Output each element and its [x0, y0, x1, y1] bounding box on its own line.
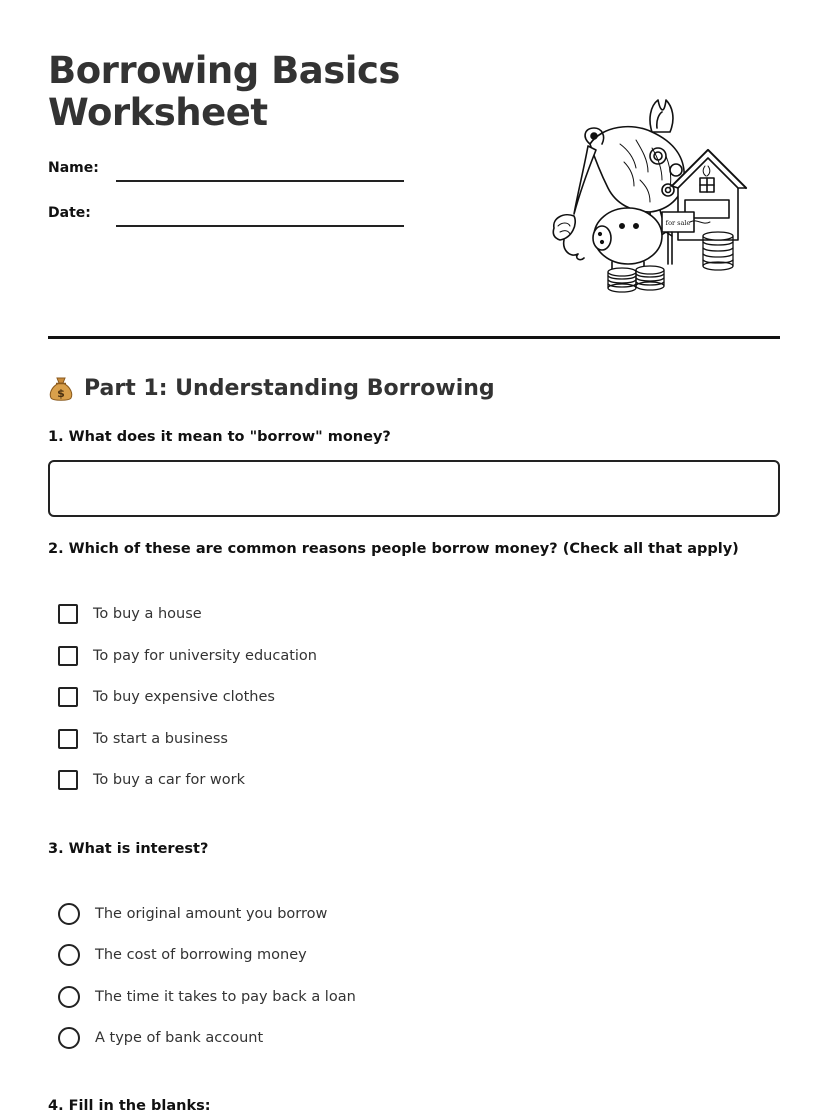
question-1-answer-box[interactable]	[48, 460, 780, 517]
question-4: 4. Fill in the blanks:	[48, 1098, 211, 1114]
title-line-1: Borrowing Basics	[48, 49, 400, 92]
q3-option-bank-account[interactable]	[58, 1026, 263, 1050]
q3-option-time-to-pay[interactable]	[58, 985, 356, 1009]
question-3: 3. What is interest?	[48, 841, 209, 857]
radio-button[interactable]	[58, 1027, 80, 1049]
option-label: To buy a car for work	[93, 772, 246, 788]
checkbox[interactable]	[58, 729, 78, 749]
title-line-2: Worksheet	[48, 91, 268, 134]
option-label: A type of bank account	[95, 1030, 264, 1046]
option-label: To buy expensive clothes	[93, 689, 275, 705]
radio-button[interactable]	[58, 903, 80, 925]
option-label: The original amount you borrow	[95, 906, 328, 922]
radio-button[interactable]	[58, 944, 80, 966]
part1-heading-text: Part 1: Understanding Borrowing	[84, 375, 495, 401]
question-2: 2. Which of these are common reasons people borrow money? (Check all that apply)	[48, 541, 739, 557]
option-label: To start a business	[93, 731, 228, 747]
money-bag-icon	[48, 374, 74, 402]
option-label: The time it takes to pay back a loan	[95, 989, 356, 1005]
q2-option-business[interactable]	[58, 727, 228, 751]
option-label: To pay for university education	[93, 648, 317, 664]
part1-heading	[48, 374, 495, 402]
page-title	[48, 50, 468, 134]
checkbox[interactable]	[58, 687, 78, 707]
q2-option-university[interactable]	[58, 644, 317, 668]
checkbox[interactable]	[58, 646, 78, 666]
option-label: To buy a house	[93, 606, 202, 622]
q2-option-car[interactable]	[58, 768, 245, 792]
q3-option-cost-of-borrowing[interactable]	[58, 943, 307, 967]
radio-button[interactable]	[58, 986, 80, 1008]
checkbox[interactable]	[58, 770, 78, 790]
q2-option-clothes[interactable]	[58, 685, 275, 709]
checkbox[interactable]	[58, 604, 78, 624]
name-field[interactable]	[116, 180, 404, 182]
q2-option-house[interactable]	[58, 602, 202, 626]
name-label: Name:	[48, 160, 99, 176]
q3-option-original-amount[interactable]	[58, 902, 327, 926]
svg-text:$: $	[57, 387, 65, 400]
date-label: Date:	[48, 205, 91, 221]
kiwi-bird-house-piggybank-coins-illustration	[540, 92, 754, 294]
question-1: 1. What does it mean to "borrow" money?	[48, 429, 391, 445]
for-sale-sign-text: for sale	[665, 219, 691, 227]
date-field[interactable]	[116, 225, 404, 227]
header-divider	[48, 336, 780, 339]
option-label: The cost of borrowing money	[95, 947, 307, 963]
